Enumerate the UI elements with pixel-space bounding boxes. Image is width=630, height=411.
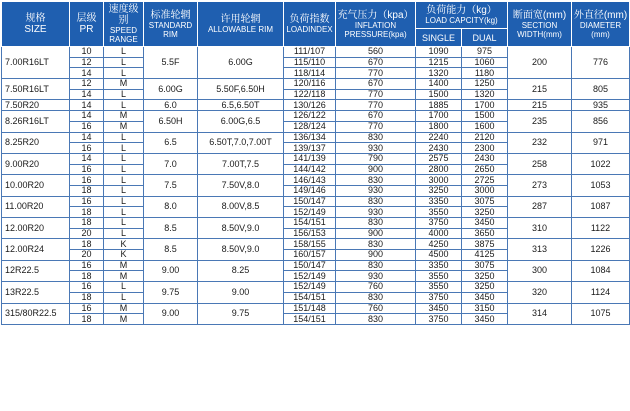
cell-single: 1320 [416,68,462,79]
cell-single: 3000 [416,175,462,186]
cell-diameter: 971 [572,132,630,153]
cell-single: 1400 [416,79,462,90]
cell-allowable-rim: 9.75 [198,303,284,324]
header-section-width-en: SECTION WIDTH(mm) [517,20,562,39]
cell-standard-rim: 9.75 [144,282,198,303]
header-section-width-cn: 断面宽(mm) [512,9,567,21]
header-speed-en: SPEED RANGE [109,26,138,44]
cell-dual: 1700 [462,100,508,111]
cell-pressure: 830 [336,292,416,303]
cell-standard-rim: 6.50H [144,111,198,132]
cell-single: 2240 [416,132,462,143]
cell-dual: 2300 [462,143,508,154]
header-pressure [336,2,416,47]
cell-dual: 1320 [462,89,508,100]
header-load-index-cn: 负荷指数 [289,14,330,25]
table-row [2,196,630,207]
cell-single: 1700 [416,111,462,122]
header-standard-rim-cn: 标准轮辋 [150,9,191,21]
cell-speed: M [104,79,144,90]
header-allowable-rim-en: ALLOWABLE RIM [207,25,274,34]
cell-load-index: 154/151 [284,314,336,325]
cell-dual: 975 [462,47,508,58]
cell-dual: 3250 [462,271,508,282]
cell-section-width: 287 [508,196,572,217]
cell-load-index: 146/143 [284,175,336,186]
cell-diameter: 1022 [572,153,630,174]
cell-dual: 3450 [462,314,508,325]
cell-pressure: 760 [336,282,416,293]
cell-load-index: 139/137 [284,143,336,154]
cell-diameter: 1124 [572,282,630,303]
cell-load-index: 136/134 [284,132,336,143]
cell-single: 3550 [416,207,462,218]
cell-size: 13R22.5 [2,282,70,303]
cell-standard-rim: 6.5 [144,132,198,153]
cell-speed: L [104,207,144,218]
cell-pr: 14 [70,153,104,164]
cell-pr: 18 [70,271,104,282]
cell-pressure: 760 [336,303,416,314]
cell-dual: 1500 [462,111,508,122]
cell-pr: 20 [70,250,104,261]
cell-dual: 1060 [462,57,508,68]
cell-allowable-rim: 6.00G,6.5 [198,111,284,132]
cell-pr: 16 [70,260,104,271]
table-row [2,260,630,271]
header-diameter [572,2,630,47]
cell-load-index: 111/107 [284,47,336,58]
cell-single: 4500 [416,250,462,261]
cell-single: 1800 [416,121,462,132]
table-header [2,2,630,47]
table-body [2,47,630,325]
header-speed-cn: 速度级别 [108,4,139,26]
cell-single: 3750 [416,314,462,325]
cell-load-index: 118/114 [284,68,336,79]
cell-load-index: 150/147 [284,260,336,271]
cell-load-index: 150/147 [284,196,336,207]
cell-pressure: 930 [336,143,416,154]
cell-standard-rim: 8.5 [144,218,198,239]
cell-load-index: 115/110 [284,57,336,68]
header-allowable-rim-cn: 许用轮辋 [220,14,261,25]
cell-standard-rim: 9.00 [144,260,198,281]
cell-diameter: 935 [572,100,630,111]
cell-dual: 1250 [462,79,508,90]
cell-standard-rim: 7.0 [144,153,198,174]
cell-pressure: 930 [336,185,416,196]
cell-load-index: 128/124 [284,121,336,132]
cell-pressure: 770 [336,121,416,132]
cell-single: 1090 [416,47,462,58]
cell-pr: 18 [70,314,104,325]
cell-pressure: 770 [336,68,416,79]
cell-pr: 18 [70,207,104,218]
cell-load-index: 158/155 [284,239,336,250]
cell-load-index: 122/118 [284,89,336,100]
cell-load-index: 126/122 [284,111,336,122]
cell-section-width: 215 [508,79,572,100]
cell-speed: K [104,239,144,250]
cell-allowable-rim: 7.50V,8.0 [198,175,284,196]
header-size-en: SIZE [24,24,47,35]
cell-dual: 3000 [462,185,508,196]
cell-load-index: 151/148 [284,303,336,314]
cell-dual: 2650 [462,164,508,175]
header-standard-rim-en: STANDARD RIM [148,20,193,39]
cell-dual: 3075 [462,260,508,271]
cell-single: 1215 [416,57,462,68]
cell-pressure: 770 [336,89,416,100]
cell-standard-rim: 8.0 [144,196,198,217]
cell-speed: L [104,89,144,100]
cell-speed: L [104,164,144,175]
cell-pressure: 930 [336,271,416,282]
cell-pressure: 900 [336,228,416,239]
cell-size: 12.00R24 [2,239,70,260]
cell-diameter: 1226 [572,239,630,260]
cell-pressure: 900 [336,164,416,175]
cell-speed: M [104,271,144,282]
cell-standard-rim: 8.5 [144,239,198,260]
cell-speed: M [104,314,144,325]
cell-speed: L [104,68,144,79]
cell-allowable-rim: 6.00G [198,47,284,79]
header-standard-rim [144,2,198,47]
cell-dual: 3150 [462,303,508,314]
cell-single: 1500 [416,89,462,100]
cell-standard-rim: 6.00G [144,79,198,100]
cell-pressure: 930 [336,207,416,218]
cell-size: 12R22.5 [2,260,70,281]
cell-speed: L [104,47,144,58]
cell-section-width: 235 [508,111,572,132]
cell-pr: 14 [70,89,104,100]
cell-pressure: 830 [336,260,416,271]
cell-speed: L [104,218,144,229]
cell-allowable-rim: 5.50F,6.50H [198,79,284,100]
cell-section-width: 310 [508,218,572,239]
cell-allowable-rim: 8.50V,9.0 [198,218,284,239]
cell-speed: M [104,260,144,271]
cell-pressure: 670 [336,79,416,90]
cell-load-index: 120/116 [284,79,336,90]
cell-pressure: 830 [336,132,416,143]
table-row [2,218,630,229]
cell-single: 3750 [416,292,462,303]
cell-dual: 1180 [462,68,508,79]
cell-pressure: 670 [336,111,416,122]
header-load-index [284,2,336,47]
cell-load-index: 152/149 [284,271,336,282]
cell-pr: 14 [70,68,104,79]
cell-pr: 16 [70,164,104,175]
header-load-capacity-en: LOAD CAPCITY(kg) [425,16,498,25]
cell-single: 4250 [416,239,462,250]
cell-diameter: 805 [572,79,630,100]
cell-pressure: 790 [336,153,416,164]
cell-speed: K [104,250,144,261]
cell-size: 8.26R16LT [2,111,70,132]
cell-section-width: 273 [508,175,572,196]
cell-dual: 3450 [462,218,508,229]
cell-single: 2430 [416,143,462,154]
cell-single: 3550 [416,271,462,282]
cell-diameter: 856 [572,111,630,132]
cell-section-width: 313 [508,239,572,260]
cell-pr: 12 [70,57,104,68]
cell-allowable-rim: 8.50V,9.0 [198,239,284,260]
cell-size: 11.00R20 [2,196,70,217]
cell-section-width: 215 [508,100,572,111]
cell-speed: L [104,132,144,143]
cell-speed: M [104,303,144,314]
cell-dual: 3650 [462,228,508,239]
cell-section-width: 320 [508,282,572,303]
cell-dual: 2430 [462,153,508,164]
cell-speed: L [104,282,144,293]
cell-section-width: 232 [508,132,572,153]
cell-standard-rim: 9.00 [144,303,198,324]
cell-pressure: 770 [336,100,416,111]
cell-allowable-rim: 9.00 [198,282,284,303]
table-row [2,175,630,186]
cell-dual: 3075 [462,196,508,207]
cell-speed: M [104,121,144,132]
cell-pr: 14 [70,132,104,143]
table-row [2,303,630,314]
cell-pr: 14 [70,100,104,111]
cell-pr: 12 [70,79,104,90]
cell-pr: 16 [70,175,104,186]
tire-spec-table [1,1,630,325]
cell-pr: 20 [70,228,104,239]
cell-speed: L [104,196,144,207]
cell-load-index: 154/151 [284,292,336,303]
cell-load-index: 130/126 [284,100,336,111]
cell-dual: 2120 [462,132,508,143]
cell-section-width: 200 [508,47,572,79]
cell-diameter: 1084 [572,260,630,281]
cell-dual: 3250 [462,207,508,218]
cell-diameter: 1087 [572,196,630,217]
cell-speed: L [104,292,144,303]
cell-dual: 4125 [462,250,508,261]
cell-load-index: 154/151 [284,218,336,229]
cell-load-index: 144/142 [284,164,336,175]
cell-size: 8.25R20 [2,132,70,153]
cell-speed: L [104,153,144,164]
cell-diameter: 1053 [572,175,630,196]
cell-pr: 14 [70,111,104,122]
cell-dual: 2725 [462,175,508,186]
header-pr [70,2,104,47]
cell-pr: 16 [70,143,104,154]
cell-allowable-rim: 8.00V,8.5 [198,196,284,217]
table-row [2,239,630,250]
cell-dual: 3250 [462,282,508,293]
cell-section-width: 300 [508,260,572,281]
cell-pr: 16 [70,196,104,207]
cell-pressure: 830 [336,239,416,250]
header-diameter-cn: 外直径(mm) [573,9,628,21]
header-load-index-en: LOADINDEX [286,25,333,34]
header-pr-cn: 层级 [76,13,97,24]
cell-diameter: 776 [572,47,630,79]
header-size [2,2,70,47]
cell-allowable-rim: 7.00T,7.5 [198,153,284,174]
cell-section-width: 258 [508,153,572,174]
header-section-width [508,2,572,47]
cell-pressure: 900 [336,250,416,261]
table-row [2,132,630,143]
cell-single: 3350 [416,196,462,207]
cell-speed: L [104,100,144,111]
table-row [2,111,630,122]
header-dual: DUAL [462,29,508,47]
cell-load-index: 141/139 [284,153,336,164]
cell-pr: 16 [70,121,104,132]
cell-load-index: 149/146 [284,185,336,196]
header-speed [104,2,144,47]
cell-pr: 18 [70,185,104,196]
cell-allowable-rim: 6.5,6.50T [198,100,284,111]
cell-size: 10.00R20 [2,175,70,196]
cell-load-index: 152/149 [284,207,336,218]
cell-single: 3350 [416,260,462,271]
cell-standard-rim: 5.5F [144,47,198,79]
header-load-capacity [416,2,508,29]
cell-single: 3450 [416,303,462,314]
cell-speed: L [104,175,144,186]
cell-pr: 16 [70,282,104,293]
cell-speed: L [104,143,144,154]
cell-single: 2800 [416,164,462,175]
header-size-cn: 规格 [25,13,46,24]
cell-size: 7.50R16LT [2,79,70,100]
cell-standard-rim: 6.0 [144,100,198,111]
cell-single: 4000 [416,228,462,239]
cell-dual: 3450 [462,292,508,303]
cell-pr: 18 [70,292,104,303]
table-row [2,100,630,111]
cell-pressure: 830 [336,314,416,325]
header-allowable-rim [198,2,284,47]
cell-diameter: 1122 [572,218,630,239]
header-pr-en: PR [79,24,94,35]
cell-pr: 16 [70,303,104,314]
cell-speed: L [104,228,144,239]
header-diameter-en: DIAMETER (mm) [579,20,622,39]
cell-pressure: 560 [336,47,416,58]
cell-pr: 10 [70,47,104,58]
header-load-capacity-cn: 负荷能力（kg） [426,5,497,16]
cell-size: 12.00R20 [2,218,70,239]
cell-pr: 18 [70,218,104,229]
cell-single: 3550 [416,282,462,293]
cell-diameter: 1075 [572,303,630,324]
cell-pr: 18 [70,239,104,250]
cell-load-index: 156/153 [284,228,336,239]
cell-single: 3750 [416,218,462,229]
header-single: SINGLE [416,29,462,47]
cell-size: 7.50R20 [2,100,70,111]
cell-speed: L [104,57,144,68]
cell-dual: 3875 [462,239,508,250]
cell-section-width: 314 [508,303,572,324]
cell-size: 9.00R20 [2,153,70,174]
table-row [2,153,630,164]
cell-standard-rim: 7.5 [144,175,198,196]
cell-allowable-rim: 8.25 [198,260,284,281]
cell-size: 315/80R22.5 [2,303,70,324]
table-row [2,47,630,58]
cell-pressure: 670 [336,57,416,68]
cell-load-index: 160/157 [284,250,336,261]
cell-pressure: 830 [336,218,416,229]
cell-single: 1885 [416,100,462,111]
table-row [2,79,630,90]
cell-single: 3250 [416,185,462,196]
cell-dual: 1600 [462,121,508,132]
table-row [2,282,630,293]
cell-speed: M [104,111,144,122]
cell-load-index: 152/149 [284,282,336,293]
header-pressure-en: INFLATION PRESSURE(kpa) [344,20,407,39]
cell-size: 7.00R16LT [2,47,70,79]
header-pressure-cn: 充气压力（kpa） [337,9,414,21]
cell-pressure: 830 [336,175,416,186]
cell-pressure: 830 [336,196,416,207]
cell-single: 2575 [416,153,462,164]
cell-speed: L [104,185,144,196]
cell-allowable-rim: 6.50T,7.0,7.00T [198,132,284,153]
